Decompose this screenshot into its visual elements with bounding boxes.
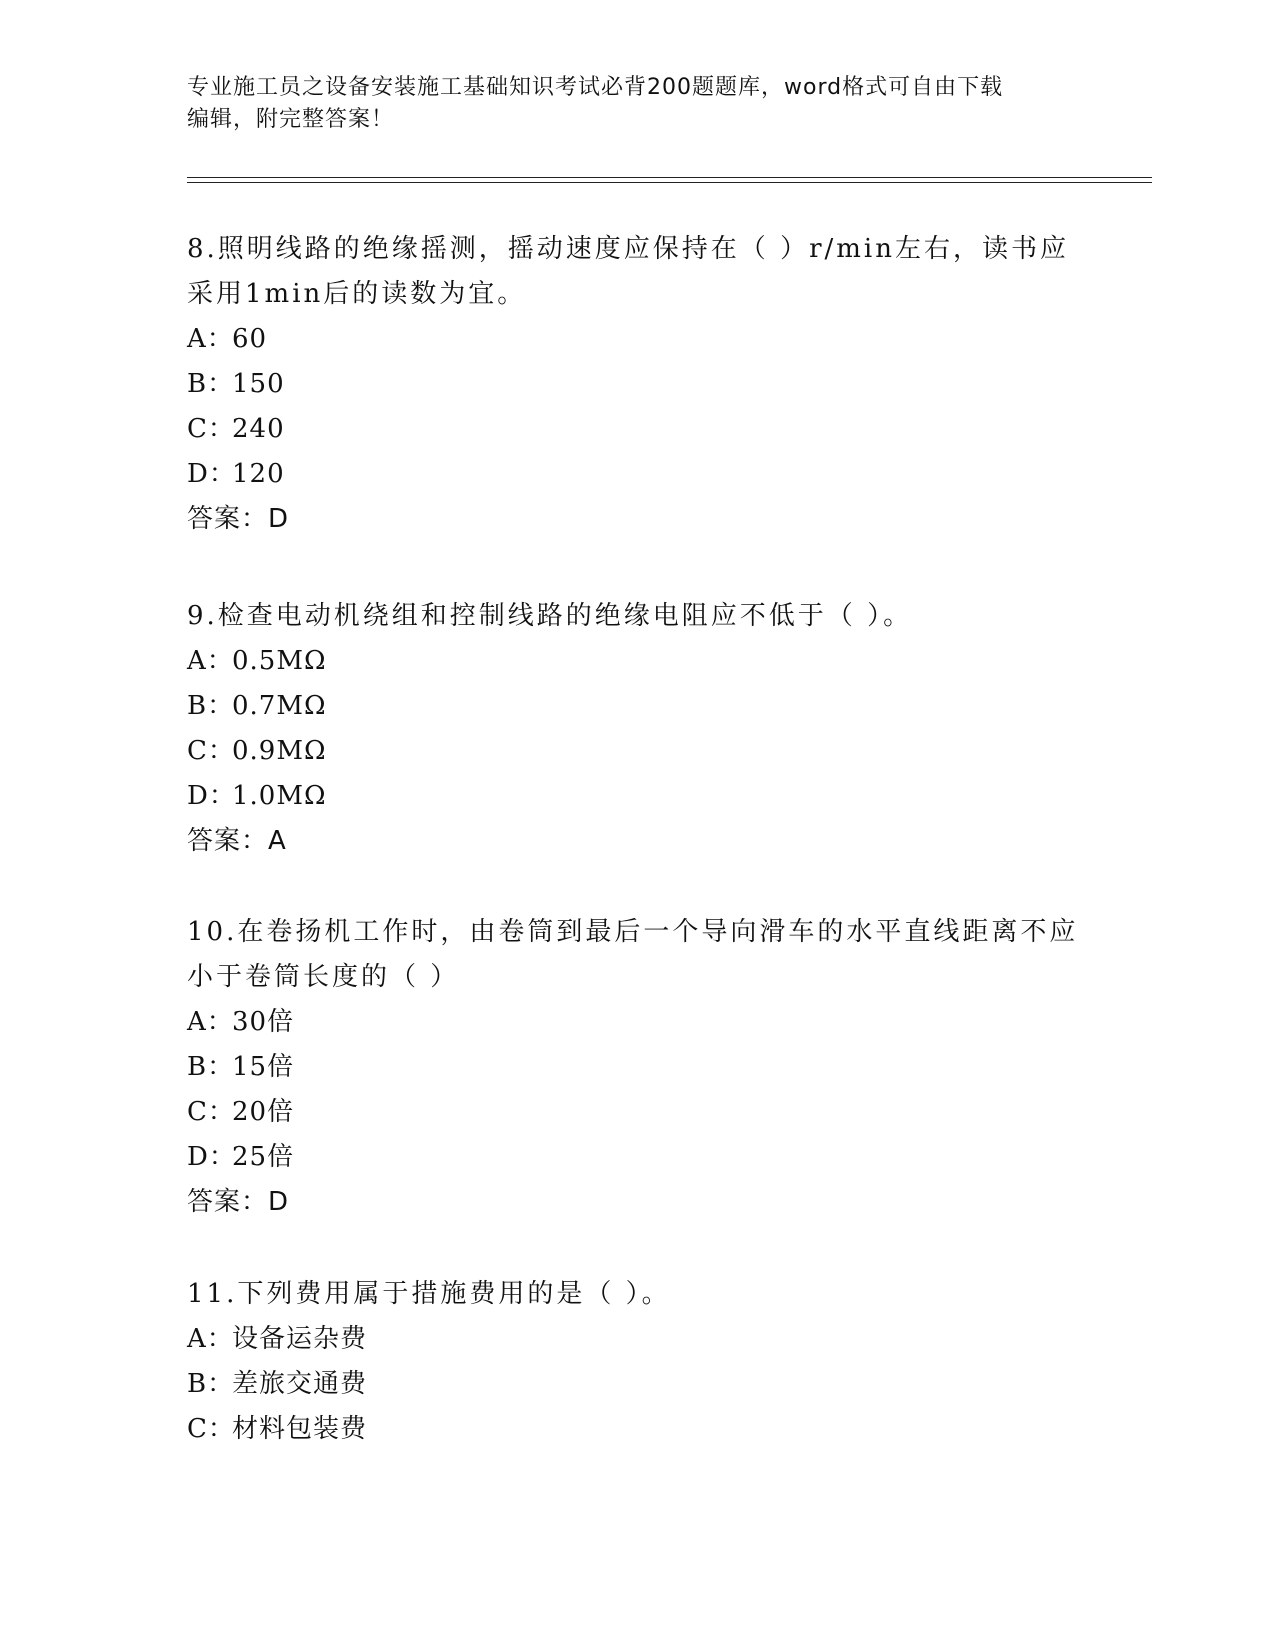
question-stem-line: 11.下列费用属于措施费用的是（ ）。 bbox=[187, 1279, 671, 1309]
option-c bbox=[187, 1407, 1087, 1452]
option-text: 设备运杂费 bbox=[232, 1324, 368, 1354]
option-text: 30倍 bbox=[232, 1007, 295, 1037]
option-a bbox=[187, 639, 1087, 684]
header-divider-bottom bbox=[187, 182, 1152, 183]
option-key: C： bbox=[187, 736, 235, 766]
option-c bbox=[187, 729, 1087, 774]
option-text: 0.9MΩ bbox=[232, 736, 327, 766]
question-stem-line: 10.在卷扬机工作时，由卷筒到最后一个导向滑车的水平直线距离不应 bbox=[187, 917, 1079, 947]
option-text: 120 bbox=[232, 459, 285, 489]
option-key: B： bbox=[187, 1369, 235, 1399]
option-key: B： bbox=[187, 691, 235, 721]
answer-line: 答案：D bbox=[187, 1187, 290, 1217]
option-d bbox=[187, 1135, 1087, 1180]
option-text: 60 bbox=[232, 324, 268, 354]
option-text: 15倍 bbox=[232, 1052, 295, 1082]
question-stem-line: 小于卷筒长度的（ ） bbox=[187, 962, 460, 992]
question-11 bbox=[187, 1272, 1087, 1452]
header-divider-top bbox=[187, 177, 1152, 178]
option-key: D： bbox=[187, 781, 236, 811]
option-text: 25倍 bbox=[232, 1142, 295, 1172]
option-key: B： bbox=[187, 1052, 235, 1082]
option-text: 1.0MΩ bbox=[232, 781, 327, 811]
option-text: 0.7MΩ bbox=[232, 691, 327, 721]
option-d bbox=[187, 452, 1087, 497]
option-b bbox=[187, 1045, 1087, 1090]
option-a bbox=[187, 1000, 1087, 1045]
question-9 bbox=[187, 594, 1087, 864]
question-stem-line: 采用1min后的读数为宜。 bbox=[187, 279, 527, 309]
question-stem-line: 8.照明线路的绝缘摇测，摇动速度应保持在（ ）r/min左右，读书应 bbox=[187, 234, 1069, 264]
document-header bbox=[187, 72, 1067, 136]
option-text: 差旅交通费 bbox=[232, 1369, 368, 1399]
option-key: C： bbox=[187, 1097, 235, 1127]
option-c bbox=[187, 1090, 1087, 1135]
answer-line: 答案：D bbox=[187, 504, 290, 534]
option-key: B： bbox=[187, 369, 235, 399]
option-key: A： bbox=[187, 324, 234, 354]
option-key: A： bbox=[187, 1324, 234, 1354]
option-text: 材料包装费 bbox=[232, 1414, 368, 1444]
option-key: C： bbox=[187, 1414, 235, 1444]
header-line-2: 编辑，附完整答案！ bbox=[187, 107, 395, 132]
option-b bbox=[187, 1362, 1087, 1407]
option-text: 0.5MΩ bbox=[232, 646, 327, 676]
header-line-1: 专业施工员之设备安装施工基础知识考试必背200题题库，word格式可自由下载 bbox=[187, 75, 1004, 100]
option-key: A： bbox=[187, 646, 234, 676]
option-a bbox=[187, 1317, 1087, 1362]
option-b bbox=[187, 362, 1087, 407]
option-text: 150 bbox=[232, 369, 285, 399]
option-text: 240 bbox=[232, 414, 285, 444]
question-8 bbox=[187, 227, 1087, 542]
option-d bbox=[187, 774, 1087, 819]
option-key: D： bbox=[187, 1142, 236, 1172]
option-text: 20倍 bbox=[232, 1097, 295, 1127]
question-stem-line: 9.检查电动机绕组和控制线路的绝缘电阻应不低于（ ）。 bbox=[187, 601, 913, 631]
option-a bbox=[187, 317, 1087, 362]
option-c bbox=[187, 407, 1087, 452]
option-b bbox=[187, 684, 1087, 729]
option-key: C： bbox=[187, 414, 235, 444]
answer-line: 答案：A bbox=[187, 826, 287, 856]
question-10 bbox=[187, 910, 1087, 1225]
option-key: D： bbox=[187, 459, 236, 489]
option-key: A： bbox=[187, 1007, 234, 1037]
